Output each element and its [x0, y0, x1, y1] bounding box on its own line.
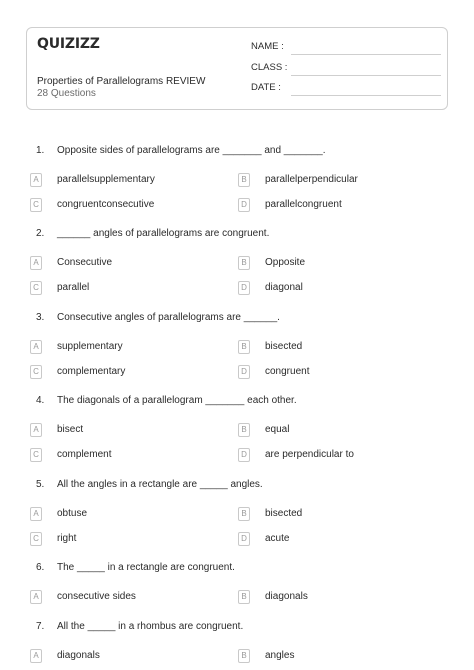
- question-number: 5.: [36, 479, 45, 490]
- option-letter: C: [30, 281, 42, 295]
- question: [36, 395, 297, 406]
- option-letter: B: [238, 507, 250, 521]
- option-text: congruent: [265, 366, 310, 377]
- option-letter: D: [238, 448, 250, 462]
- date-field[interactable]: [251, 82, 441, 96]
- option-text: equal: [265, 424, 290, 435]
- class-label: CLASS :: [251, 62, 288, 73]
- option-text: are perpendicular to: [265, 449, 354, 460]
- question-number: 1.: [36, 145, 45, 156]
- option-text: Consecutive: [57, 257, 113, 268]
- option-text: bisected: [265, 508, 303, 519]
- date-line: [291, 95, 441, 96]
- option-letter: B: [238, 649, 250, 663]
- option-letter: A: [30, 507, 42, 521]
- option-text: diagonal: [265, 282, 303, 293]
- option-text: acute: [265, 533, 290, 544]
- question-text: Opposite sides of parallelograms are _______ and _______.: [57, 145, 326, 156]
- option-letter: B: [238, 340, 250, 354]
- question: [36, 562, 235, 573]
- question-text: All the _____ in a rhombus are congruent.: [57, 621, 244, 632]
- date-label: DATE :: [251, 82, 281, 93]
- option-letter: A: [30, 590, 42, 604]
- worksheet-title: Properties of Parallelograms REVIEW: [37, 76, 206, 87]
- option-letter: B: [238, 173, 250, 187]
- question: [36, 479, 263, 490]
- option-letter: D: [238, 532, 250, 546]
- question-text: ______ angles of parallelograms are congruent.: [57, 228, 270, 239]
- option-letter: C: [30, 532, 42, 546]
- question-number: 4.: [36, 395, 45, 406]
- option-letter: A: [30, 649, 42, 663]
- option-text: bisect: [57, 424, 84, 435]
- option-letter: B: [238, 423, 250, 437]
- option-letter: A: [30, 423, 42, 437]
- question-count: 28 Questions: [37, 88, 96, 99]
- option-text: diagonals: [57, 650, 100, 661]
- question-text: The _____ in a rectangle are congruent.: [57, 562, 235, 573]
- class-line: [291, 75, 441, 76]
- option-text: right: [57, 533, 77, 544]
- option-letter: C: [30, 365, 42, 379]
- quizizz-logo: QUIZIZZ: [37, 36, 100, 52]
- name-line: [291, 54, 441, 55]
- option-letter: D: [238, 281, 250, 295]
- question-number: 6.: [36, 562, 45, 573]
- option-letter: C: [30, 198, 42, 212]
- question: [36, 312, 280, 323]
- question-text: Consecutive angles of parallelograms are ______.: [57, 312, 280, 323]
- question: [36, 621, 243, 632]
- option-text: parallelperpendicular: [265, 174, 358, 185]
- option-text: consecutive sides: [57, 591, 136, 602]
- worksheet-header: [26, 27, 448, 110]
- question: [36, 228, 269, 239]
- option-text: diagonals: [265, 591, 308, 602]
- option-letter: C: [30, 448, 42, 462]
- option-text: parallel: [57, 282, 90, 293]
- option-letter: A: [30, 256, 42, 270]
- option-text: bisected: [265, 341, 303, 352]
- option-letter: B: [238, 590, 250, 604]
- question-number: 7.: [36, 621, 45, 632]
- option-text: complementary: [57, 366, 126, 377]
- option-text: angles: [265, 650, 295, 661]
- option-text: parallelcongruent: [265, 199, 342, 210]
- name-label: NAME :: [251, 41, 284, 52]
- class-field[interactable]: [251, 62, 441, 76]
- question-number: 2.: [36, 228, 45, 239]
- option-letter: A: [30, 173, 42, 187]
- option-letter: D: [238, 365, 250, 379]
- question-text: All the angles in a rectangle are _____ angles.: [57, 479, 263, 490]
- name-field[interactable]: [251, 41, 441, 55]
- option-text: parallelsupplementary: [57, 174, 155, 185]
- question-text: The diagonals of a parallelogram _______ each other.: [57, 395, 297, 406]
- option-text: congruentconsecutive: [57, 199, 155, 210]
- question-number: 3.: [36, 312, 45, 323]
- option-text: supplementary: [57, 341, 123, 352]
- option-text: obtuse: [57, 508, 88, 519]
- option-letter: A: [30, 340, 42, 354]
- question: [36, 145, 326, 156]
- option-letter: D: [238, 198, 250, 212]
- option-text: Opposite: [265, 257, 306, 268]
- option-letter: B: [238, 256, 250, 270]
- option-text: complement: [57, 449, 112, 460]
